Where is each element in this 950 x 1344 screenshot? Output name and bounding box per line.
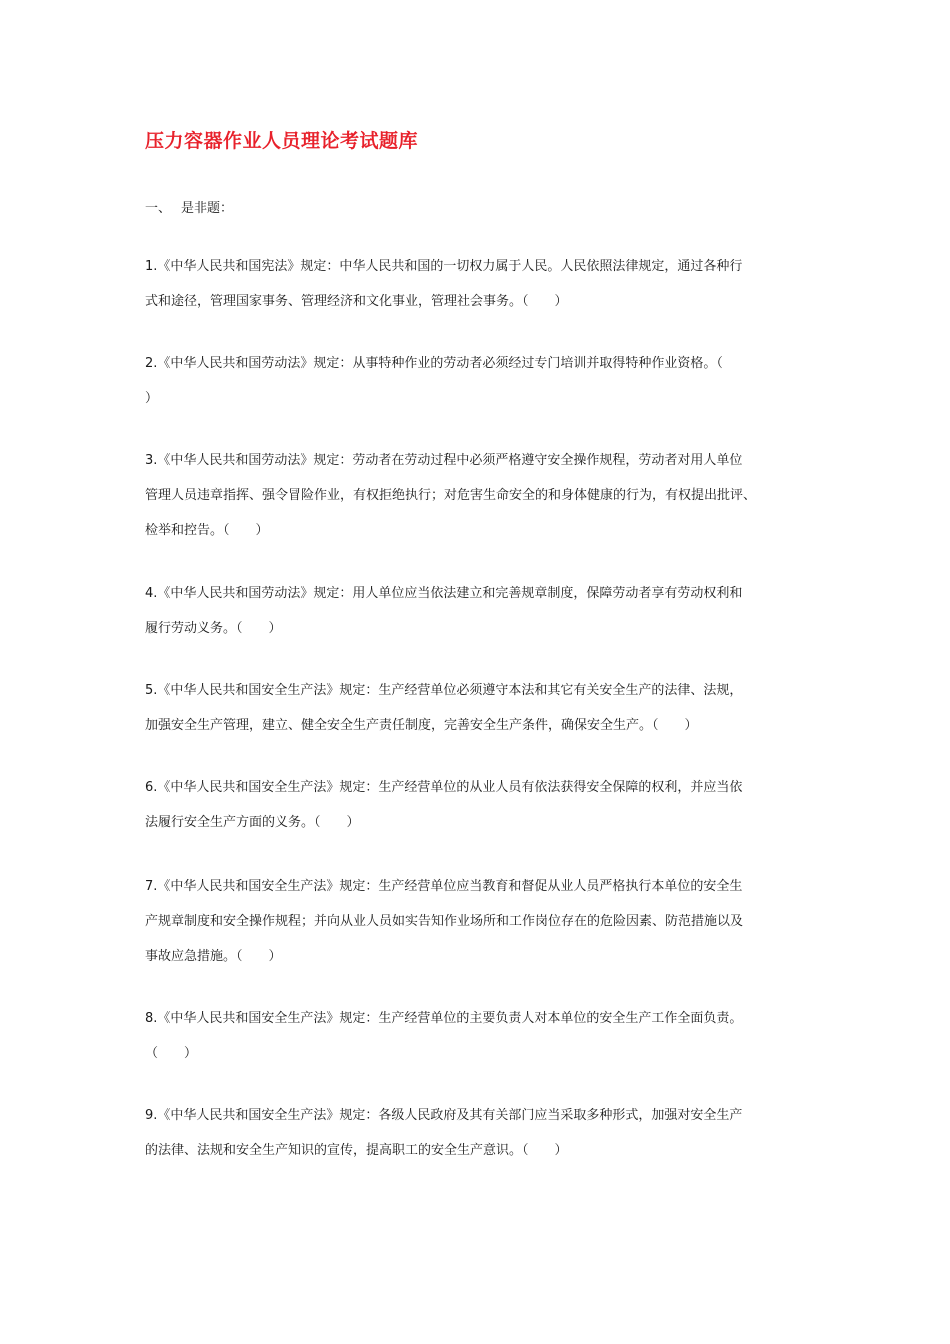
section-label: 是非题：: [181, 201, 234, 216]
question-line: 2.《中华人民共和国劳动法》规定：从事特种作业的劳动者必须经过专门培训并取得特种作业资格。（: [145, 356, 723, 371]
section-number: 一、: [145, 201, 172, 216]
question-line: 检举和控告。（ ）: [145, 523, 269, 538]
question-5: [145, 673, 815, 743]
question-line: 4.《中华人民共和国劳动法》规定：用人单位应当依法建立和完善规章制度，保障劳动者享有劳动权利和: [145, 586, 743, 601]
question-line: 履行劳动义务。（ ）: [145, 621, 282, 636]
question-line: 事故应急措施。（ ）: [145, 949, 282, 964]
question-line: 8.《中华人民共和国安全生产法》规定：生产经营单位的主要负责人对本单位的安全生产工作全面负责。: [145, 1011, 743, 1026]
question-line: 的法律、法规和安全生产知识的宣传，提高职工的安全生产意识。（ ）: [145, 1143, 568, 1158]
question-line: 式和途径，管理国家事务、管理经济和文化事业，管理社会事务。（ ）: [145, 294, 568, 309]
question-line: 管理人员违章指挥、强令冒险作业，有权拒绝执行；对危害生命安全的和身体健康的行为，有权提出批评、: [145, 488, 757, 503]
question-line: 7.《中华人民共和国安全生产法》规定：生产经营单位应当教育和督促从业人员严格执行本单位的安全生: [145, 879, 743, 894]
question-line: 9.《中华人民共和国安全生产法》规定：各级人民政府及其有关部门应当采取多种形式，加强对安全生产: [145, 1108, 743, 1123]
question-line: ）: [145, 391, 159, 406]
question-line: 6.《中华人民共和国安全生产法》规定：生产经营单位的从业人员有依法获得安全保障的权利，并应当依: [145, 780, 743, 795]
question-line: 3.《中华人民共和国劳动法》规定：劳动者在劳动过程中必须严格遵守安全操作规程，劳动者对用人单位: [145, 453, 743, 468]
question-line: 加强安全生产管理，建立、健全安全生产责任制度，完善安全生产条件，确保安全生产。（ ）: [145, 718, 698, 733]
question-line: 5.《中华人民共和国安全生产法》规定：生产经营单位必须遵守本法和其它有关安全生产的法律、法规，: [145, 683, 743, 698]
question-line: 产规章制度和安全操作规程；并向从业人员如实告知作业场所和工作岗位存在的危险因素、防范措施以及: [145, 914, 744, 929]
question-1: [145, 249, 815, 319]
question-6: [145, 770, 815, 840]
question-4: [145, 576, 815, 646]
question-3: [145, 443, 815, 548]
question-line: （ ）: [145, 1046, 198, 1061]
question-line: 法履行安全生产方面的义务。（ ）: [145, 815, 360, 830]
question-line: 1.《中华人民共和国宪法》规定：中华人民共和国的一切权力属于人民。人民依照法律规定，通过各种行: [145, 259, 743, 274]
question-2: [145, 346, 815, 416]
question-8: [145, 1001, 815, 1071]
page-title: 压力容器作业人员理论考试题库: [145, 130, 419, 152]
question-9: [145, 1098, 815, 1168]
question-7: [145, 869, 815, 974]
section-heading: [145, 197, 233, 216]
